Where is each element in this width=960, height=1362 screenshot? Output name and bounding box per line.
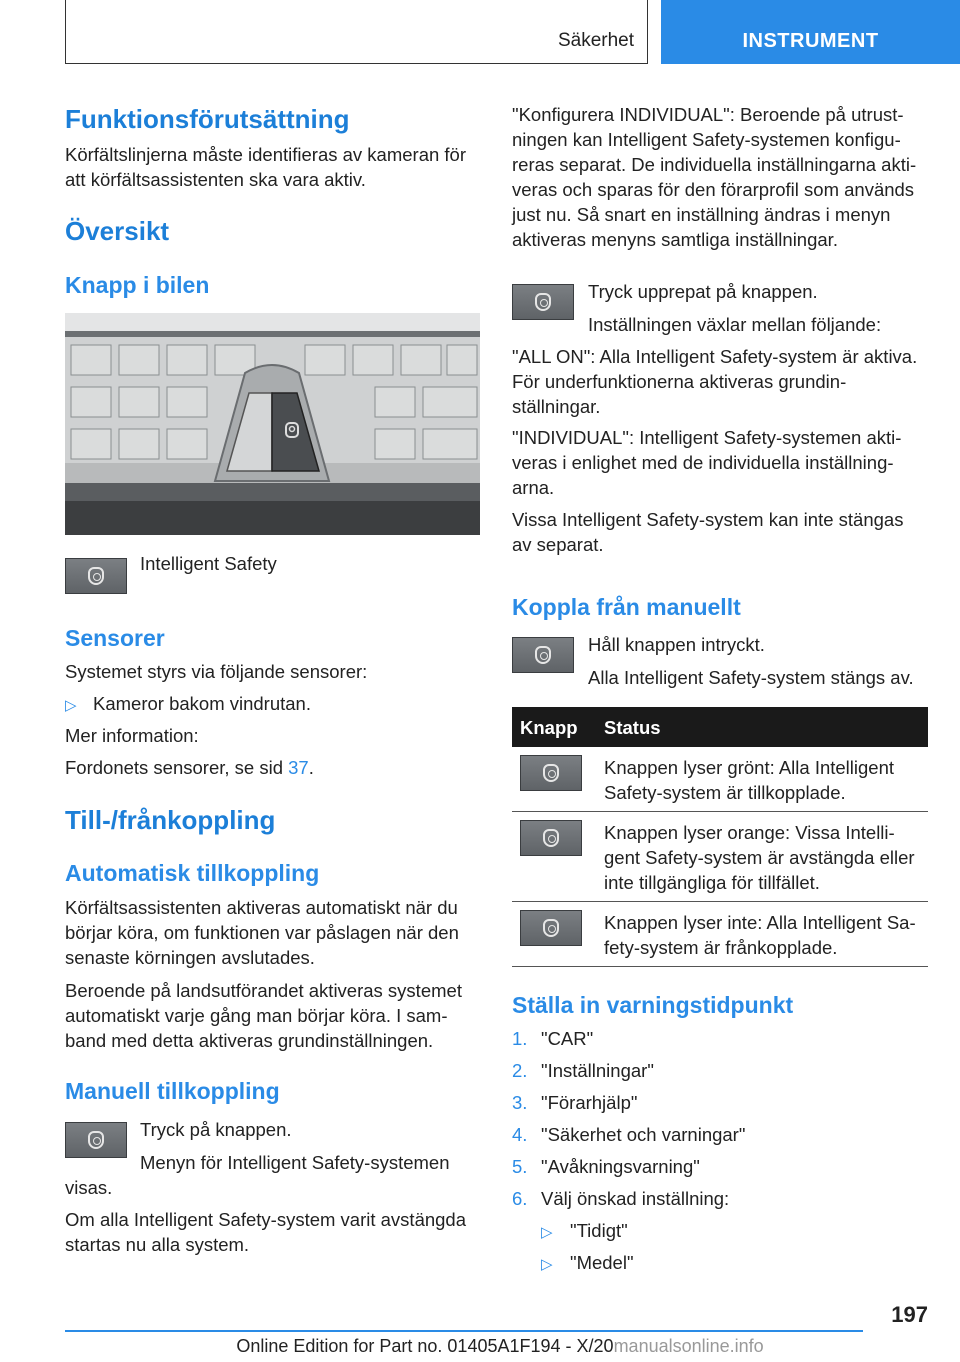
list-item: 6. Välj önskad inställning: [512, 1188, 730, 1209]
list-item: ▷ "Tidigt" [541, 1220, 628, 1241]
triangle-bullet-icon: ▷ [541, 1224, 553, 1241]
paragraph-menyn: Menyn för Intelligent Safety-systemen [140, 1152, 450, 1173]
paragraph-fordonets: Fordonets sensorer, se sid 37. [65, 757, 314, 778]
paragraph-funktion: Körfältslinjerna måste identifieras av kameran för att körfältsassistenten ska vara aktiv. [65, 144, 467, 190]
heading-till-frankoppling: Till-/frånkoppling [65, 805, 276, 835]
list-item: 1. "CAR" [512, 1028, 594, 1049]
heading-sensorer: Sensorer [65, 625, 165, 651]
triangle-bullet-icon: ▷ [541, 1256, 553, 1273]
list-item: 2. "Inställningar" [512, 1060, 654, 1081]
paragraph-om-alla: Om alla Intelligent Safety-system varit avstängda startas nu alla system. [65, 1209, 467, 1255]
list-item: 3. "Förarhjälp" [512, 1092, 638, 1113]
page-number: 197 [891, 1302, 928, 1327]
heading-automatisk-tillkoppling: Automatisk tillkoppling [65, 860, 320, 886]
page-link-37[interactable]: 37 [288, 757, 309, 778]
header-section-title: Säkerhet [557, 30, 634, 51]
paragraph-auto-1: Körfältsassistenten aktiveras automatiskt när du börjar köra, om funktionen var påslagen när den senaste körningen avslutades. [65, 897, 459, 968]
intelligent-safety-button-icon [65, 558, 127, 594]
intelligent-safety-button-icon [65, 1122, 127, 1158]
list-item: 4. "Säkerhet och varningar" [512, 1124, 746, 1145]
list-item: 5. "Avåkningsvarning" [512, 1156, 700, 1177]
paragraph-vissa: Vissa Intelligent Safety-system kan inte stängas av separat. [512, 509, 904, 555]
header-tab-instrument[interactable] [661, 0, 960, 64]
paragraph-konfigurera: "Konfigurera INDIVIDUAL": Beroende på utrustningen kan Intelligent Safety-systemen konfigureras separat. De individuella inställningarna aktiveras och sparas för den förarprofil som används just nu. Så snart en inställning ändras i menyn aktiveras menyns samtliga inställningar. [512, 104, 917, 250]
heading-stalla-in: Ställa in varningstidpunkt [512, 992, 794, 1018]
table-cell-status: Knappen lyser grönt: Alla Intelligent Safety-system är tillkopplade. [596, 747, 928, 812]
table-row [512, 902, 928, 967]
paragraph-hall: Håll knappen intryckt. [588, 634, 765, 655]
table-header-row [512, 707, 928, 747]
intelligent-safety-button-icon [512, 284, 574, 320]
heading-oversikt: Översikt [65, 216, 170, 246]
heading-funktionsforutsattning: Funktionsförutsättning [65, 104, 350, 134]
triangle-bullet-icon: ▷ [65, 697, 77, 714]
intelligent-safety-button-icon [520, 820, 582, 856]
paragraph-vaxlar: Inställningen växlar mellan följande: [588, 314, 882, 335]
paragraph-tryck-upprepat: Tryck upprepat på knappen. [588, 281, 818, 302]
list-item: ▷ "Medel" [541, 1252, 634, 1273]
paragraph-visas: visas. [65, 1177, 113, 1198]
intelligent-safety-button-icon [520, 910, 582, 946]
car-button-photo [65, 313, 480, 535]
table-row [512, 812, 928, 902]
footer-divider [65, 1330, 863, 1332]
list-item-kameror: ▷ Kameror bakom vindrutan. [65, 693, 311, 714]
paragraph-auto-2: Beroende på landsutförandet aktiveras systemet automatiskt varje gång man börjar köra. I samband med detta aktiveras grundinställningen. [65, 980, 462, 1051]
heading-knapp-i-bilen: Knapp i bilen [65, 272, 210, 298]
table-header-status: Status [596, 707, 928, 747]
table-cell-status: Knappen lyser inte: Alla Intelligent Safety-system är frånkopplade. [596, 902, 928, 967]
paragraph-alla-av: Alla Intelligent Safety-system stängs av. [588, 667, 914, 688]
paragraph-merinfo: Mer information: [65, 725, 199, 746]
status-table [512, 707, 928, 967]
paragraph-sensorer: Systemet styrs via följande sensorer: [65, 661, 368, 682]
paragraph-tryck: Tryck på knappen. [140, 1119, 292, 1140]
button-caption: Intelligent Safety [140, 553, 277, 574]
intelligent-safety-button-icon [520, 755, 582, 791]
heading-koppla-fran: Koppla från manuellt [512, 594, 741, 620]
footer-edition: Online Edition for Part no. 01405A1F194 - X/20manualsonline.info [236, 1336, 764, 1356]
heading-manuell-tillkoppling: Manuell tillkoppling [65, 1078, 280, 1104]
intelligent-safety-button-icon [512, 637, 574, 673]
paragraph-all-on: "ALL ON": Alla Intelligent Safety-system är aktiva. För underfunktionerna aktiveras grundinställningar. [512, 346, 918, 417]
table-cell-status: Knappen lyser orange: Vissa Intelligent Safety-system är avstängda eller inte tillgängliga för tillfället. [596, 812, 928, 902]
header-tab-label: INSTRUMENT [742, 30, 879, 52]
table-row [512, 747, 928, 812]
paragraph-individual: "INDIVIDUAL": Intelligent Safety-systemen aktiveras i enlighet med de individuella inställningarna. [512, 427, 902, 498]
watermark: manualsonline.info [613, 1336, 764, 1356]
table-header-knapp: Knapp [512, 707, 596, 747]
